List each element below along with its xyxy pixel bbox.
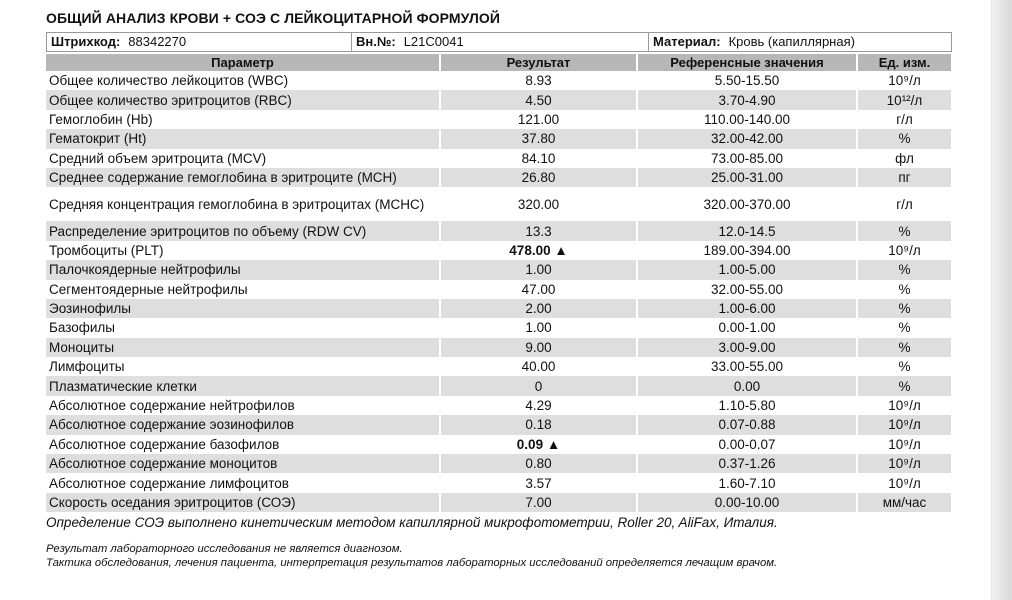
row-reference: 0.37-1.26: [637, 454, 857, 473]
table-row: [46, 376, 951, 395]
row-result: 1.00: [440, 260, 637, 279]
row-reference: 33.00-55.00: [637, 357, 857, 376]
row-reference: 0.00: [637, 376, 857, 395]
row-reference: 1.00-5.00: [637, 260, 857, 279]
row-parameter: Общее количество эритроцитов (RBC): [46, 90, 440, 109]
page-edge: [991, 0, 1012, 600]
row-unit: 10⁹/л: [857, 435, 951, 454]
row-reference: 12.0-14.5: [637, 221, 857, 240]
row-result-flagged: 478.00 ▲: [440, 241, 637, 260]
row-parameter: Палочкоядерные нейтрофилы: [46, 260, 440, 279]
table-row: [46, 110, 951, 129]
row-unit: %: [857, 318, 951, 337]
row-unit: %: [857, 260, 951, 279]
row-unit: мм/час: [857, 493, 951, 512]
header-reference: Референсные значения: [637, 54, 857, 71]
barcode-cell: [46, 32, 352, 52]
table-row: [46, 260, 951, 279]
info-row: [46, 32, 951, 52]
row-result: 26.80: [440, 168, 637, 187]
row-parameter: Сегментоядерные нейтрофилы: [46, 280, 440, 299]
material-label: Материал:: [653, 34, 721, 49]
row-parameter: Распределение эритроцитов по объему (RDW CV): [46, 221, 440, 240]
method-note: Определение СОЭ выполнено кинетическим методом капиллярной микрофотометрии, Roller 20, AliFax, Италия.: [46, 515, 778, 531]
header-unit: Ед. изм.: [857, 54, 951, 71]
table-row: [46, 493, 951, 512]
row-unit: фл: [857, 149, 951, 168]
table-row: [46, 435, 951, 454]
row-unit: %: [857, 357, 951, 376]
row-parameter: Средний объем эритроцита (MCV): [46, 149, 440, 168]
row-result: 84.10: [440, 149, 637, 168]
row-reference: 3.00-9.00: [637, 338, 857, 357]
row-parameter: Средняя концентрация гемоглобина в эритроцитах (MCHC): [46, 187, 440, 221]
header-result: Результат: [440, 54, 637, 71]
row-result: 320.00: [440, 187, 637, 221]
row-result: 40.00: [440, 357, 637, 376]
disclaimer-line-2: Тактика обследования, лечения пациента, интерпретация результатов лабораторных исследований определяется лечащим врачом.: [46, 557, 778, 570]
row-parameter: Скорость оседания эритроцитов (СОЭ): [46, 493, 440, 512]
row-result: 13.3: [440, 221, 637, 240]
row-reference: 0.07-0.88: [637, 415, 857, 434]
row-unit: %: [857, 376, 951, 395]
internal-number-label: Вн.№:: [356, 34, 396, 49]
row-unit: %: [857, 221, 951, 240]
row-parameter: Абсолютное содержание нейтрофилов: [46, 396, 440, 415]
row-reference: 3.70-4.90: [637, 90, 857, 109]
row-reference: 0.00-0.07: [637, 435, 857, 454]
row-unit: %: [857, 299, 951, 318]
table-row: [46, 241, 951, 260]
table-header: [46, 54, 951, 71]
internal-number-cell: [351, 32, 649, 52]
table-row: [46, 454, 951, 473]
row-unit: пг: [857, 168, 951, 187]
row-parameter: Абсолютное содержание лимфоцитов: [46, 473, 440, 492]
row-parameter: Общее количество лейкоцитов (WBC): [46, 71, 440, 90]
table-row: [46, 71, 951, 90]
row-parameter: Абсолютное содержание моноцитов: [46, 454, 440, 473]
table-row: [46, 299, 951, 318]
row-reference: 320.00-370.00: [637, 187, 857, 221]
row-unit: 10¹²/л: [857, 90, 951, 109]
barcode-label: Штрихкод:: [51, 34, 121, 49]
row-parameter: Абсолютное содержание эозинофилов: [46, 415, 440, 434]
row-unit: г/л: [857, 110, 951, 129]
row-result: 9.00: [440, 338, 637, 357]
row-parameter: Абсолютное содержание базофилов: [46, 435, 440, 454]
row-unit: %: [857, 338, 951, 357]
row-reference: 5.50-15.50: [637, 71, 857, 90]
table-row: [46, 187, 951, 221]
row-parameter: Тромбоциты (PLT): [46, 241, 440, 260]
table-row: [46, 129, 951, 148]
barcode-value: 88342270: [128, 34, 187, 49]
row-reference: 1.10-5.80: [637, 396, 857, 415]
row-result: 0.80: [440, 454, 637, 473]
row-unit: %: [857, 129, 951, 148]
row-result: 4.50: [440, 90, 637, 109]
row-result: 4.29: [440, 396, 637, 415]
row-result: 0: [440, 376, 637, 395]
table-row: [46, 357, 951, 376]
row-reference: 73.00-85.00: [637, 149, 857, 168]
row-reference: 25.00-31.00: [637, 168, 857, 187]
row-unit: 10⁹/л: [857, 71, 951, 90]
row-unit: %: [857, 280, 951, 299]
table-row: [46, 168, 951, 187]
internal-number-value: L21C0041: [403, 34, 464, 49]
row-parameter: Плазматические клетки: [46, 376, 440, 395]
row-reference: 0.00-1.00: [637, 318, 857, 337]
row-result: 8.93: [440, 71, 637, 90]
row-result: 47.00: [440, 280, 637, 299]
table-row: [46, 396, 951, 415]
row-unit: 10⁹/л: [857, 415, 951, 434]
row-parameter: Моноциты: [46, 338, 440, 357]
row-reference: 189.00-394.00: [637, 241, 857, 260]
row-unit: 10⁹/л: [857, 454, 951, 473]
row-parameter: Гемоглобин (Hb): [46, 110, 440, 129]
row-parameter: Лимфоциты: [46, 357, 440, 376]
table-row: [46, 473, 951, 492]
row-result-flagged: 0.09 ▲: [440, 435, 637, 454]
table-row: [46, 318, 951, 337]
row-reference: 1.60-7.10: [637, 473, 857, 492]
row-reference: 1.00-6.00: [637, 299, 857, 318]
row-result: 121.00: [440, 110, 637, 129]
row-result: 37.80: [440, 129, 637, 148]
results-table: [46, 54, 951, 512]
table-row: [46, 90, 951, 109]
row-result: 2.00: [440, 299, 637, 318]
row-result: 0.18: [440, 415, 637, 434]
row-unit: 10⁹/л: [857, 396, 951, 415]
table-row: [46, 338, 951, 357]
report-title: ОБЩИЙ АНАЛИЗ КРОВИ + СОЭ С ЛЕЙКОЦИТАРНОЙ ФОРМУЛОЙ: [46, 10, 501, 26]
row-reference: 32.00-42.00: [637, 129, 857, 148]
table-row: [46, 221, 951, 240]
material-value: Кровь (капиллярная): [728, 34, 855, 49]
table-row: [46, 280, 951, 299]
row-unit: г/л: [857, 187, 951, 221]
row-result: 7.00: [440, 493, 637, 512]
row-unit: 10⁹/л: [857, 473, 951, 492]
disclaimer-line-1: Результат лабораторного исследования не является диагнозом.: [46, 543, 403, 556]
row-reference: 32.00-55.00: [637, 280, 857, 299]
table-row: [46, 415, 951, 434]
disclaimer: [46, 542, 951, 570]
row-parameter: Базофилы: [46, 318, 440, 337]
row-result: 3.57: [440, 473, 637, 492]
row-reference: 0.00-10.00: [637, 493, 857, 512]
lab-report: [46, 8, 951, 570]
row-reference: 110.00-140.00: [637, 110, 857, 129]
material-cell: [648, 32, 952, 52]
row-result: 1.00: [440, 318, 637, 337]
table-row: [46, 149, 951, 168]
header-parameter: Параметр: [46, 54, 440, 71]
row-parameter: Эозинофилы: [46, 299, 440, 318]
row-parameter: Гематокрит (Ht): [46, 129, 440, 148]
row-unit: 10⁹/л: [857, 241, 951, 260]
row-parameter: Среднее содержание гемоглобина в эритроците (MCH): [46, 168, 440, 187]
